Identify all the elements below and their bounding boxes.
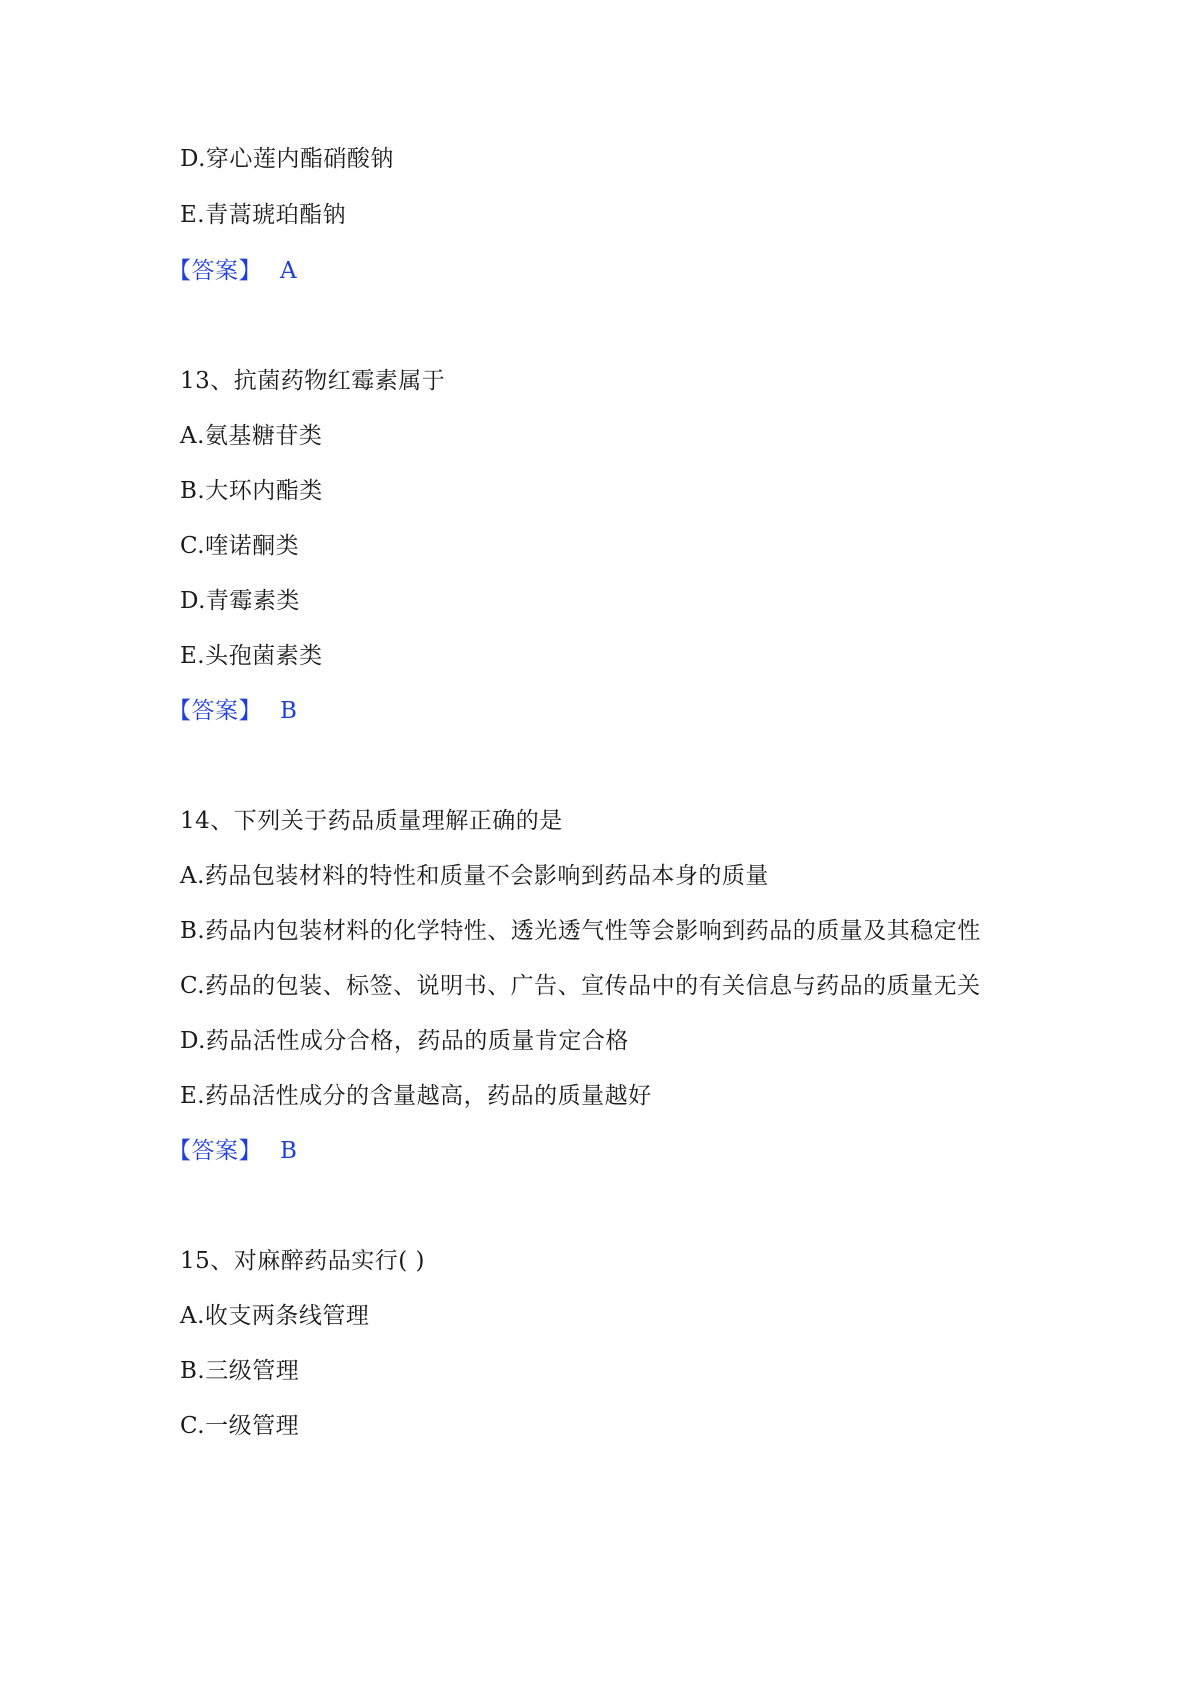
q15-option-c: C.一级管理	[180, 1413, 300, 1439]
q15-option-a: A.收支两条线管理	[180, 1303, 370, 1329]
q14-option-a: A.药品包装材料的特性和质量不会影响到药品本身的质量	[180, 863, 769, 889]
q14-option-e: E.药品活性成分的含量越高，药品的质量越好	[180, 1083, 652, 1109]
q12-answer	[168, 256, 297, 286]
q13-option-d: D.青霉素类	[180, 588, 300, 614]
answer-value: A	[280, 258, 298, 284]
answer-label: 【答案】	[168, 258, 262, 284]
q14-stem: 14、下列关于药品质量理解正确的是	[180, 808, 563, 834]
q13-option-b: B.大环内酯类	[180, 478, 323, 504]
answer-label: 【答案】	[168, 698, 262, 724]
q13-option-e: E.头孢菌素类	[180, 643, 323, 669]
answer-label: 【答案】	[168, 1138, 262, 1164]
q12-option-d: D.穿心莲内酯硝酸钠	[180, 146, 394, 172]
q14-option-b: B.药品内包装材料的化学特性、透光透气性等会影响到药品的质量及其稳定性	[180, 918, 981, 944]
q14-option-c: C.药品的包装、标签、说明书、广告、宣传品中的有关信息与药品的质量无关	[180, 973, 981, 999]
q13-stem: 13、抗菌药物红霉素属于	[180, 368, 446, 394]
q13-option-a: A.氨基糖苷类	[180, 423, 323, 449]
q13-option-c: C.喹诺酮类	[180, 533, 300, 559]
answer-value: B	[280, 698, 298, 724]
q14-option-d: D.药品活性成分合格，药品的质量肯定合格	[180, 1028, 629, 1054]
q15-option-b: B.三级管理	[180, 1358, 300, 1384]
q12-option-e: E.青蒿琥珀酯钠	[180, 202, 347, 228]
q15-stem: 15、对麻醉药品实行( )	[180, 1248, 426, 1274]
q14-answer	[168, 1136, 297, 1166]
answer-value: B	[280, 1138, 298, 1164]
q13-answer	[168, 696, 297, 726]
